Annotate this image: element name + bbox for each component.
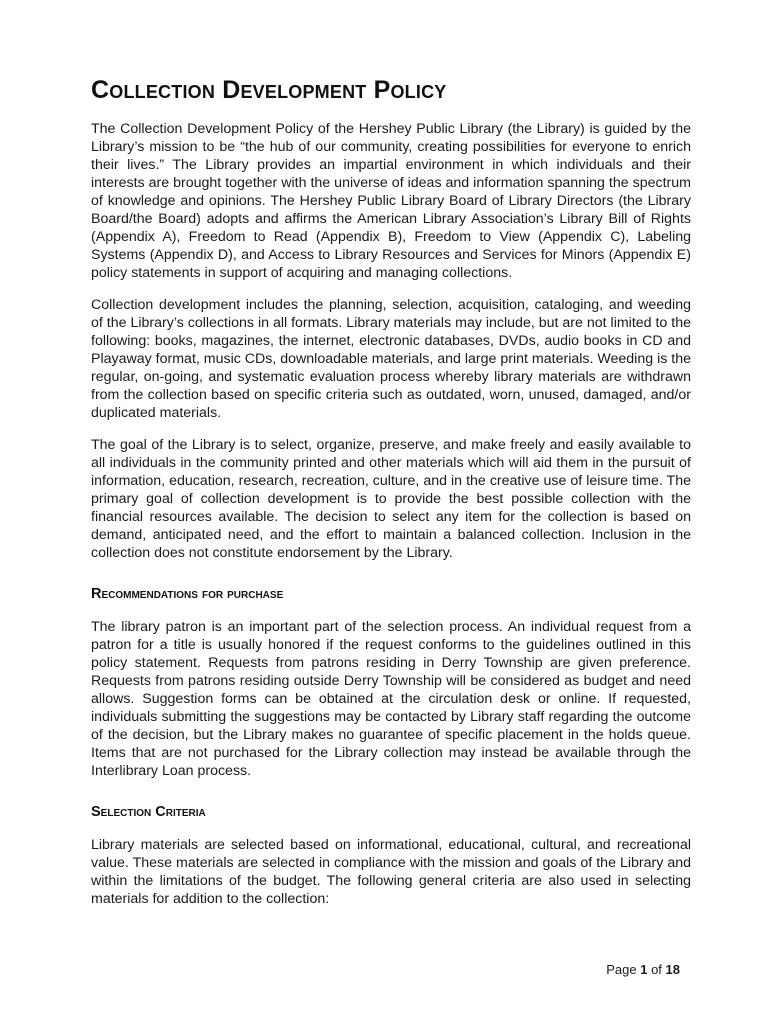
intro-paragraph-1: The Collection Development Policy of the Hershey Public Library (the Library) is guided by the Library’s mission to be “the hub of our community, creating possibilities for everyone to enrich their lives.” The Library provides an impartial environment in which individuals and their interests are brought together with the universe of ideas and information spanning the spectrum of knowledge and opinions. The Hershey Public Library Board of Library Directors (the Library Board/the Board) adopts and affirms the American Library Association’s Library Bill of Rights (Appendix A), Freedom to Read (Appendix B), Freedom to View (Appendix C), Labeling Systems (Appendix D), and Access to Library Resources and Services for Minors (Appendix E) policy statements in support of acquiring and managing collections. <box>91 121 691 281</box>
page-number-footer <box>606 962 680 978</box>
section-heading-selection-criteria: Selection Criteria <box>91 804 206 820</box>
page-current: 1 <box>640 962 648 977</box>
document-body <box>91 74 691 922</box>
selection-criteria-paragraph: Library materials are selected based on informational, educational, cultural, and recreational value. These materials are selected in compliance with the mission and goals of the Library and within the limitations of the budget. The following general criteria are also used in selecting materials for addition to the collection: <box>91 837 691 907</box>
page-title: Collection Development Policy <box>91 76 447 104</box>
page-label: Page <box>606 962 637 977</box>
intro-paragraph-3: The goal of the Library is to select, organize, preserve, and make freely and easily available to all individuals in the community printed and other materials which will aid them in the pursuit of information, education, research, recreation, culture, and in the creative use of leisure time. The primary goal of collection development is to provide the best possible collection with the financial resources available. The decision to select any item for the collection is based on demand, anticipated need, and the effort to maintain a balanced collection. Inclusion in the collection does not constitute endorsement by the Library. <box>91 437 691 561</box>
section-heading-recommendations: Recommendations for purchase <box>91 586 284 602</box>
recommendations-paragraph: The library patron is an important part of the selection process. An individual request from a patron for a title is usually honored if the request conforms to the guidelines outlined in this policy statement. Requests from patrons residing in Derry Township are given preference. Requests from patrons residing outside Derry Township will be considered as budget and need allows. Suggestion forms can be obtained at the circulation desk or online. If requested, individuals submitting the suggestions may be contacted by Library staff regarding the outcome of the decision, but the Library makes no guarantee of specific placement in the holds queue. Items that are not purchased for the Library collection may instead be available through the Interlibrary Loan process. <box>91 619 691 779</box>
intro-paragraph-2: Collection development includes the planning, selection, acquisition, cataloging, and weeding of the Library’s collections in all formats. Library materials may include, but are not limited to the following: books, magazines, the internet, electronic databases, DVDs, audio books in CD and Playaway format, music CDs, downloadable materials, and large print materials. Weeding is the regular, on-going, and systematic evaluation process whereby library materials are withdrawn from the collection based on specific criteria such as outdated, worn, unused, damaged, and/or duplicated materials. <box>91 297 691 421</box>
page-total: 18 <box>665 962 680 977</box>
page-of-label: of <box>651 962 662 977</box>
